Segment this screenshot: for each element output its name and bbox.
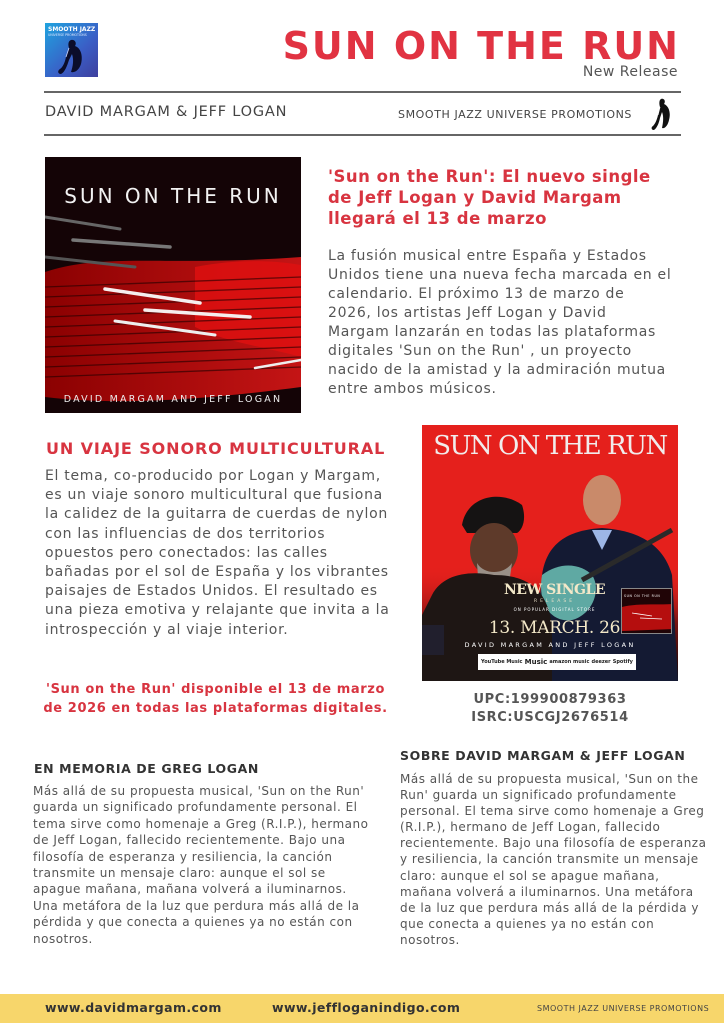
store-amazon-music: amazon music bbox=[549, 659, 590, 665]
release-codes bbox=[422, 691, 678, 727]
header-divider-bottom bbox=[44, 134, 681, 136]
section-memoria-body: Más allá de su propuesta musical, 'Sun on the Run' guarda un significado profundamente personal. El tema sirve como homenaje a Greg (R.I.P.), hermano de Jeff Logan, fallecido recientemente. Bajo una filosofía de esperanza y resiliencia, la canción transmite un mensaje claro: aunque el sol se apague mañana, mañana volverá a iluminarnos. Una metáfora de la luz que perdura más allá de la pérdida y que conecta a quienes ya no están con nosotros. bbox=[33, 784, 369, 946]
promoter-label: SMOOTH JAZZ UNIVERSE PROMOTIONS bbox=[398, 108, 633, 121]
poster-artists: DAVID MARGAM AND JEFF LOGAN bbox=[464, 641, 636, 649]
store-apple-music: Music bbox=[524, 658, 548, 666]
section-sobre-title: SOBRE DAVID MARGAM & JEFF LOGAN bbox=[400, 748, 686, 763]
page-title: SUN ON THE RUN bbox=[282, 24, 680, 68]
upc-code: UPC:199900879363 bbox=[473, 692, 627, 707]
poster-store-note: ON POPULAR DIGITAL STORE bbox=[513, 607, 596, 612]
poster-new-single: NEW SINGLE bbox=[504, 582, 605, 598]
poster-date: 13. MARCH. 26 bbox=[488, 618, 621, 638]
section-viaje-body: El tema, co-producido por Logan y Margam, es un viaje sonoro multicultural que fusiona la calidez de la guitarra de cuerdas de nylon con las influencias de dos territorios opuestos pero conectados: las calles bañadas por el sol de España y los vibrantes paisajes de Estados Unidos. El resultado es una pieza emotiva y relajante que invita a la introspección y al viaje interior. bbox=[45, 468, 390, 638]
section-sobre-body: Más allá de su propuesta musical, 'Sun on the Run' guarda un significado profundamente personal. El tema sirve como homenaje a Greg (R.I.P.), hermano de Jeff Logan, fallecido recientemente. Bajo una filosofía de esperanza y resiliencia, la canción transmite un mensaje claro: aunque el sol se apague mañana, mañana volverá a iluminarnos. Una metáfora de la luz que perdura más allá de la pérdida y que conecta a quienes ya no están con nosotros. bbox=[400, 772, 707, 947]
logo-line2: UNIVERSE PROMOTIONS bbox=[48, 33, 87, 37]
saxophone-player-icon bbox=[651, 98, 673, 132]
artists-label: DAVID MARGAM & JEFF LOGAN bbox=[45, 104, 288, 120]
poster-mini-cover bbox=[621, 588, 672, 634]
mini-cover-title: SUN ON THE RUN bbox=[624, 594, 661, 598]
saxophone-player-icon bbox=[57, 38, 87, 76]
header-divider-top bbox=[44, 91, 681, 93]
poster-release: RELEASE bbox=[533, 599, 576, 604]
section-viaje-title: UN VIAJE SONORO MULTICULTURAL bbox=[46, 439, 386, 458]
album-cover bbox=[45, 157, 301, 413]
store-badges bbox=[478, 654, 636, 670]
smooth-jazz-logo bbox=[45, 23, 98, 77]
intro-body: La fusión musical entre España y Estados Unidos tiene una nueva fecha marcada en el calendario. El próximo 13 de marzo de 2026, los artistas Jeff Logan y David Margam lanzarán en todas las plataformas digitales 'Sun on the Run' , un proyecto nacido de la amistad y la admiración mutua entre ambos músicos. bbox=[328, 248, 672, 397]
logo-line1: SMOOTH JAZZ bbox=[48, 26, 96, 33]
cover-artists: DAVID MARGAM AND JEFF LOGAN bbox=[63, 394, 283, 405]
promo-poster bbox=[422, 425, 678, 681]
isrc-code: ISRC:USCGJ2676514 bbox=[471, 710, 629, 725]
release-callout: 'Sun on the Run' disponible el 13 de marzo de 2026 en todas las plataformas digitales. bbox=[43, 682, 388, 716]
footer-link-davidmargam[interactable]: www.davidmargam.com bbox=[45, 1000, 222, 1015]
intro-headline: 'Sun on the Run': El nuevo single de Jeff Logan y David Margam llegará el 13 de marzo bbox=[328, 167, 651, 228]
poster-title: SUN ON THE RUN bbox=[433, 431, 667, 461]
page-subtitle: New Release bbox=[582, 64, 678, 80]
store-youtube-music: YouTube Music bbox=[481, 659, 523, 665]
store-spotify: Spotify bbox=[612, 659, 633, 665]
store-deezer: deezer bbox=[591, 659, 611, 665]
footer-link-jeffloganindigo[interactable]: www.jeffloganindigo.com bbox=[272, 1000, 461, 1015]
cover-title: SUN ON THE RUN bbox=[64, 184, 282, 208]
section-memoria-title: EN MEMORIA DE GREG LOGAN bbox=[34, 761, 259, 776]
footer-promoter: SMOOTH JAZZ UNIVERSE PROMOTIONS bbox=[537, 1004, 710, 1013]
